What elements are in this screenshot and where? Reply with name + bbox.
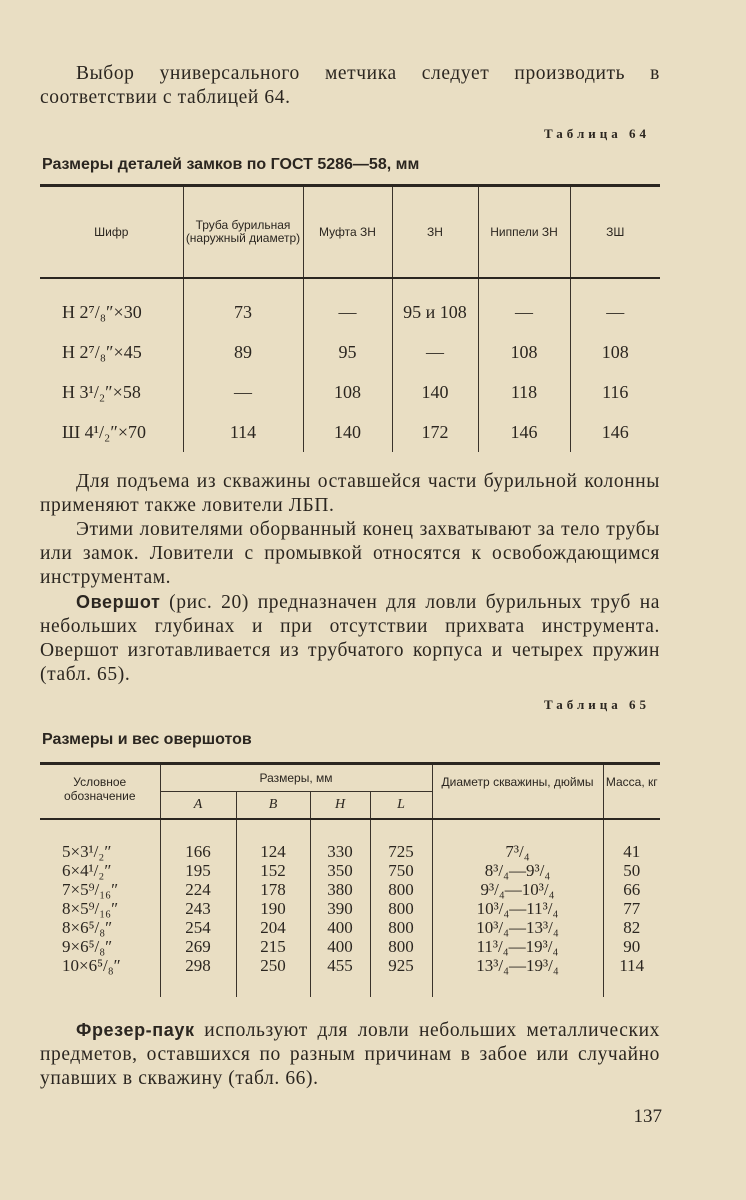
table-cell: Н 2⁷/₈″×30 bbox=[62, 301, 142, 322]
table-cell: Ш 4¹/₂″×70 bbox=[62, 421, 146, 442]
table-cell: 725 bbox=[370, 819, 432, 861]
table-cell: 82 bbox=[603, 918, 660, 937]
table-65 bbox=[40, 762, 660, 997]
table-cell: 108 bbox=[570, 332, 660, 372]
header-designation: Условное обозначение bbox=[63, 775, 136, 803]
header-diameter: Диаметр скважины, дюймы bbox=[432, 764, 603, 820]
header-sizes: Размеры, мм bbox=[160, 764, 432, 792]
table-cell: 800 bbox=[370, 918, 432, 937]
table-65-title: Размеры и вес овершотов bbox=[42, 731, 252, 748]
table-cell: 73 bbox=[183, 278, 303, 332]
header-cell: Муфта ЗН bbox=[303, 186, 392, 279]
table-cell: 269 bbox=[160, 937, 236, 956]
table-cell: 215 bbox=[236, 937, 310, 956]
table-cell: 925 bbox=[370, 956, 432, 997]
table-row bbox=[40, 918, 660, 937]
table-cell: 5×3¹/₂″ bbox=[62, 842, 112, 861]
table-cell: 10³/₄—11³/₄ bbox=[432, 899, 603, 918]
table-cell: 108 bbox=[478, 332, 570, 372]
table-row bbox=[40, 332, 660, 372]
table-cell: 400 bbox=[310, 918, 370, 937]
table-cell: 172 bbox=[392, 412, 478, 452]
header-l: L bbox=[370, 792, 432, 820]
header-a: A bbox=[160, 792, 236, 820]
table-cell: — bbox=[478, 278, 570, 332]
table-row bbox=[40, 880, 660, 899]
table-cell: 7×5⁹/₁₆″ bbox=[62, 880, 119, 899]
table-cell: — bbox=[303, 278, 392, 332]
header-cell: Шифр bbox=[94, 224, 129, 239]
table-cell: 124 bbox=[236, 819, 310, 861]
table-cell: Н 3¹/₂″×58 bbox=[62, 381, 141, 402]
page-number: 137 bbox=[633, 1106, 662, 1127]
table-cell: — bbox=[183, 372, 303, 412]
table-cell: 114 bbox=[603, 956, 660, 997]
paragraph: Для подъема из скважины оставшейся части бурильной колонны применяют также ловители ЛБП. bbox=[40, 471, 660, 516]
table-row bbox=[40, 956, 660, 997]
table-cell: Н 2⁷/₈″×45 bbox=[62, 341, 142, 362]
table-64-title: Размеры деталей замков по ГОСТ 5286—58, мм bbox=[42, 156, 420, 173]
table-cell: 116 bbox=[570, 372, 660, 412]
intro-paragraph: Выбор универсального метчика следует производить в соответствии с таблицей 64. bbox=[40, 63, 660, 108]
table-cell: 195 bbox=[160, 861, 236, 880]
table-cell: 800 bbox=[370, 880, 432, 899]
table-cell: 243 bbox=[160, 899, 236, 918]
table-cell: 298 bbox=[160, 956, 236, 997]
table-row bbox=[40, 861, 660, 880]
table-cell: 6×4¹/₂″ bbox=[62, 861, 112, 880]
table-cell: 250 bbox=[236, 956, 310, 997]
table-cell: 114 bbox=[183, 412, 303, 452]
header-cell: Труба бурильная (наружный диаметр) bbox=[183, 186, 303, 279]
table-cell: 166 bbox=[160, 819, 236, 861]
table-cell: 95 bbox=[303, 332, 392, 372]
table-cell: — bbox=[570, 278, 660, 332]
header-cell: Ниппели ЗН bbox=[478, 186, 570, 279]
table-64 bbox=[40, 184, 660, 452]
table-64-label: Таблица 64 bbox=[543, 126, 650, 141]
table-cell: 750 bbox=[370, 861, 432, 880]
table-cell: 146 bbox=[478, 412, 570, 452]
table-cell: 390 bbox=[310, 899, 370, 918]
table-cell: 330 bbox=[310, 819, 370, 861]
table-cell: 350 bbox=[310, 861, 370, 880]
table-cell: 118 bbox=[478, 372, 570, 412]
table-cell: 77 bbox=[603, 899, 660, 918]
table-cell: 152 bbox=[236, 861, 310, 880]
table-cell: 140 bbox=[303, 412, 392, 452]
table-cell: 10×6⁵/₈″ bbox=[62, 956, 121, 975]
table-cell: 8³/₄—9³/₄ bbox=[432, 861, 603, 880]
table-row bbox=[40, 412, 660, 452]
paragraph: Этими ловителями оборванный конец захватывают за тело трубы или замок. Ловители с промывкой относятся к освобождающимся инструментам. bbox=[40, 519, 660, 588]
final-paragraph: Фрезер-паук используют для ловли небольших металлических предметов, оставшихся по разным причинам в забое или случайно упавших в скважину (табл. 66). bbox=[40, 1020, 660, 1089]
table-cell: 108 bbox=[303, 372, 392, 412]
table-cell: 800 bbox=[370, 937, 432, 956]
table-row bbox=[40, 937, 660, 956]
table-cell: 11³/₄—19³/₄ bbox=[432, 937, 603, 956]
table-cell: 50 bbox=[603, 861, 660, 880]
table-cell: 146 bbox=[570, 412, 660, 452]
table-cell: 13³/₄—19³/₄ bbox=[432, 956, 603, 997]
table-cell: 455 bbox=[310, 956, 370, 997]
table-cell: 400 bbox=[310, 937, 370, 956]
table-cell: 380 bbox=[310, 880, 370, 899]
table-row bbox=[40, 819, 660, 861]
table-row bbox=[40, 372, 660, 412]
table-cell: 90 bbox=[603, 937, 660, 956]
table-cell: 800 bbox=[370, 899, 432, 918]
table-65-label: Таблица 65 bbox=[543, 697, 650, 712]
table-cell: 190 bbox=[236, 899, 310, 918]
header-mass: Масса, кг bbox=[603, 764, 660, 820]
header-cell: ЗН bbox=[392, 186, 478, 279]
table-row bbox=[40, 278, 660, 332]
table-cell: 10³/₄—13³/₄ bbox=[432, 918, 603, 937]
table-cell: 95 и 108 bbox=[392, 278, 478, 332]
table-cell: 178 bbox=[236, 880, 310, 899]
table-cell: 254 bbox=[160, 918, 236, 937]
table-cell: — bbox=[392, 332, 478, 372]
header-h: H bbox=[310, 792, 370, 820]
table-cell: 8×6⁵/₈″ bbox=[62, 918, 113, 937]
paragraph: Овершот (рис. 20) предназначен для ловли бурильных труб на небольших глубинах и при отсутствии прихвата инструмента. Овершот изготавливается из трубчатого корпуса и четырех пружин (табл. 65). bbox=[40, 592, 660, 685]
table-cell: 140 bbox=[392, 372, 478, 412]
table-cell: 224 bbox=[160, 880, 236, 899]
table-cell: 89 bbox=[183, 332, 303, 372]
table-cell: 41 bbox=[603, 819, 660, 861]
header-cell: ЗШ bbox=[570, 186, 660, 279]
table-row bbox=[40, 899, 660, 918]
table-cell: 9×6⁵/₈″ bbox=[62, 937, 113, 956]
table-cell: 9³/₄—10³/₄ bbox=[432, 880, 603, 899]
header-b: B bbox=[236, 792, 310, 820]
table-cell: 204 bbox=[236, 918, 310, 937]
table-cell: 8×5⁹/₁₆″ bbox=[62, 899, 119, 918]
body-text bbox=[40, 470, 660, 687]
table-cell: 7³/₄ bbox=[432, 819, 603, 861]
table-cell: 66 bbox=[603, 880, 660, 899]
